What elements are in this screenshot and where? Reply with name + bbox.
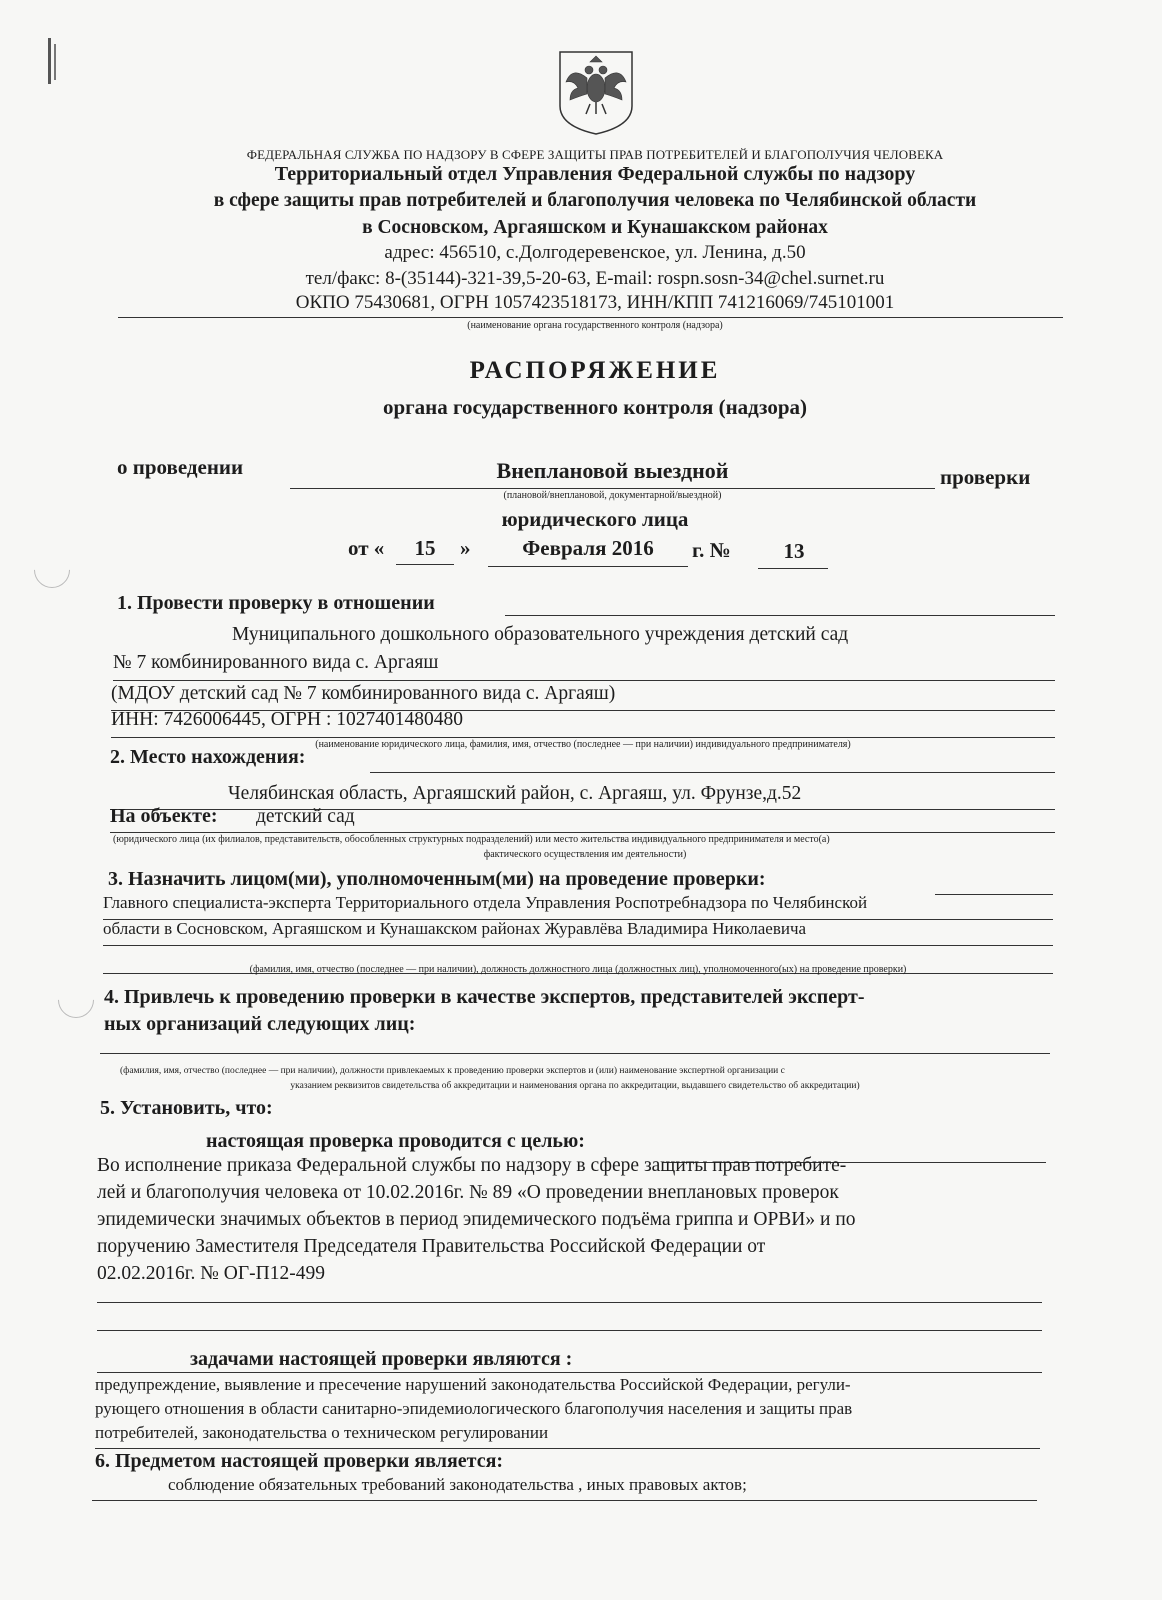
number-prefix: г. № [692,538,731,562]
phone-email: тел/факс: 8-(35144)-321-39,5-20-63, E-mail: rospn.sosn-34@chel.surnet.ru [305,268,885,289]
section-3-label: 3. Назначить лицом(ми), уполномоченным(ми) на проведение проверки: [108,868,766,890]
caption: (юридического лица (их филиалов, представительств, обособленных структурных подразделений) или место жительства индивидуального предпринимателя и место(а) [113,834,830,845]
address: адрес: 456510, с.Долгодеревенское, ул. Ленина, д.50 [384,242,806,263]
registration-codes: ОКПО 75430681, ОГРН 1057423518173, ИНН/КПП 741216069/745101001 [295,292,895,313]
underline [935,894,1053,895]
underline [97,1330,1042,1331]
subject-type: юридического лица [501,507,689,531]
section-1-text: ИНН: 7426006445, ОГРН : 1027401480480 [111,709,463,730]
underline [97,1302,1042,1303]
caption: (плановой/внеплановой, документарной/выездной) [503,490,722,501]
caption: указанием реквизитов свидетельства об аккредитации и наименования органа по аккредитации, выдавшего свидетельство об аккредитации) [290,1081,860,1091]
underline [97,1372,1042,1373]
date-prefix: от « [348,536,385,560]
agency-name: ФЕДЕРАЛЬНАЯ СЛУЖБА ПО НАДЗОРУ В СФЕРЕ ЗАЩИТЫ ПРАВ ПОТРЕБИТЕЛЕЙ И БЛАГОПОЛУЧИЯ ЧЕЛОВЕКА [246,147,944,162]
section-4-text: ных организаций следующих лиц: [104,1013,416,1035]
purpose-label: настоящая проверка проводится с целью: [206,1130,585,1152]
section-2-text: Челябинская область, Аргаяшский район, с. Аргаяш, ул. Фрунзе,д.52 [228,783,802,804]
underline [488,566,688,567]
tasks-label: задачами настоящей проверки являются : [190,1348,573,1370]
underline [103,945,1053,946]
punch-hole [51,975,102,1026]
department-line: в Сосновском, Аргаяшском и Кунашакском районах [362,217,828,238]
punch-hole [27,545,78,596]
underline [113,680,1055,681]
date-mid: » [460,536,471,560]
purpose-text: 02.02.2016г. № ОГ-П12-499 [97,1263,325,1284]
order-number: 13 [783,539,805,563]
caption: (фамилия, имя, отчество (последнее — при наличии), должности привлекаемых к проведению проверки экспертов и (или) наименование экспертной организации с [120,1066,785,1076]
date-day: 15 [414,536,436,560]
purpose-text: лей и благополучия человека от 10.02.2016г. № 89 «О проведении внеплановых проверок [97,1182,839,1203]
caption: фактического осуществления им деятельности) [483,849,687,860]
tasks-text: потребителей, законодательства о техническом регулировании [95,1423,549,1442]
binder-mark [48,38,51,84]
underline [396,564,454,565]
about-suffix: проверки [940,465,1031,489]
section-4-text: 4. Привлечь к проведению проверки в качестве экспертов, представителей эксперт- [104,986,865,1008]
tasks-text: рующего отношения в области санитарно-эпидемиологического благополучия населения и защиты прав [95,1399,853,1418]
purpose-text: эпидемически значимых объектов в период эпидемического подъёма гриппа и ОРВИ» и по [97,1209,856,1230]
underline [92,1500,1037,1501]
underline [505,615,1055,616]
underline [110,832,1055,833]
document-title: РАСПОРЯЖЕНИЕ [469,357,721,384]
underline [758,568,828,569]
section-6-label: 6. Предметом настоящей проверки является: [95,1450,504,1472]
inspection-type: Внеплановой выездной [496,458,729,483]
section-3-text: области в Сосновском, Аргаяшском и Кунашакском районах Журавлёва Владимира Николаевича [103,919,807,938]
caption: (наименование юридического лица, фамилия, имя, отчество (последнее — при наличии) индивидуального предпринимателя) [315,739,851,750]
caption: (наименование органа государственного контроля (надзора) [467,320,723,331]
object-value: детский сад [256,806,355,827]
section-1-label: 1. Провести проверку в отношении [117,592,435,614]
underline [290,488,935,489]
purpose-text: Во исполнение приказа Федеральной службы по надзору в сфере защиты прав потребите- [97,1155,847,1176]
coat-of-arms-emblem [556,48,636,136]
section-6-text: соблюдение обязательных требований законодательства , иных правовых актов; [168,1475,747,1494]
section-3-text: Главного специалиста-эксперта Территориального отдела Управления Роспотребнадзора по Челябинской [103,893,868,912]
underline [118,317,1063,318]
tasks-text: предупреждение, выявление и пресечение нарушений законодательства Российской Федерации, регули- [95,1375,851,1394]
department-line: в сфере защиты прав потребителей и благополучия человека по Челябинской области [213,190,977,211]
document-subtitle: органа государственного контроля (надзора) [382,395,808,419]
section-1-text: (МДОУ детский сад № 7 комбинированного вида с. Аргаяш) [111,683,616,704]
about-prefix: о проведении [117,455,244,479]
underline [111,737,1055,738]
section-1-text: № 7 комбинированного вида с. Аргаяш [113,652,439,673]
object-label: На объекте: [110,805,218,827]
department-line: Территориальный отдел Управления Федеральной службы по надзору [274,163,916,185]
caption: (фамилия, имя, отчество (последнее — при наличии), должность должностного лица (должностных лиц), уполномоченного(ых) на проведение проверки) [249,964,907,975]
binder-mark [54,44,56,80]
date-month-year: Февраля 2016 [522,536,654,560]
underline [370,772,1055,773]
section-1-text: Муниципального дошкольного образовательного учреждения детский сад [232,624,849,645]
purpose-text: поручению Заместителя Председателя Правительства Российской Федерации от [97,1236,766,1257]
section-2-label: 2. Место нахождения: [110,746,306,768]
underline [100,1053,1050,1054]
underline [110,809,1055,810]
underline [95,1448,1040,1449]
section-5-label: 5. Установить, что: [100,1097,273,1119]
